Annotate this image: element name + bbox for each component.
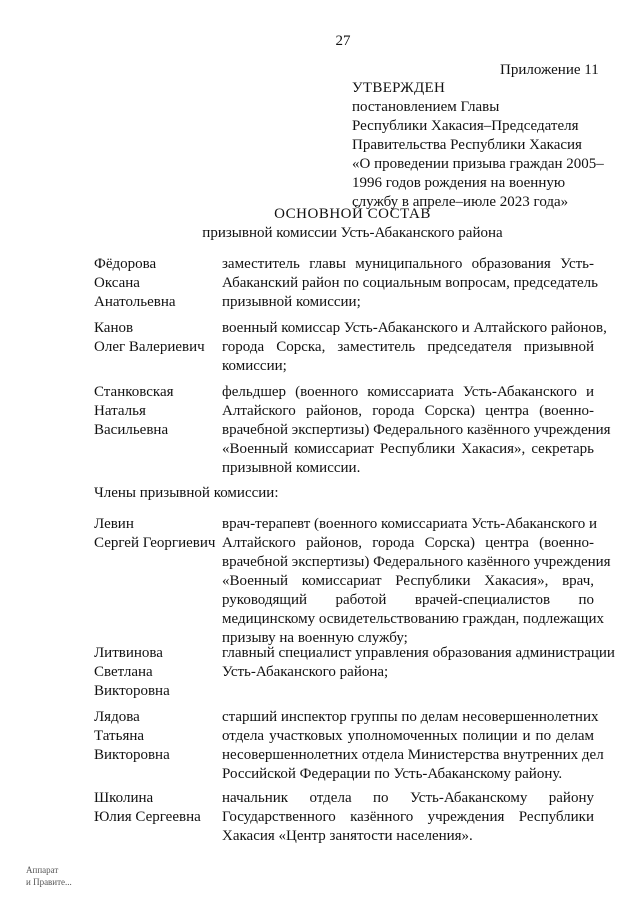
position-line: руководящий работой врачей-специалистов по	[222, 592, 594, 608]
position-line: фельдшер (военного комиссариата Усть-Абаканского и	[222, 384, 594, 400]
position-line: призывной комиссии.	[222, 460, 361, 476]
person-name	[94, 789, 219, 827]
heading-subtitle: призывной комиссии Усть-Абаканского района	[202, 225, 503, 241]
position-line: Алтайского районов, города Сорска) центра (военно-	[222, 403, 594, 419]
position-line: Государственного казённого учреждения Республики	[222, 809, 594, 825]
name-line: Сергей Георгиевич	[94, 535, 216, 551]
name-line: Юлия Сергеевна	[94, 809, 201, 825]
position-line: врачебной экспертизы) Федерального казённого учреждения	[222, 554, 611, 570]
position-line: Абаканский район по социальным вопросам, председатель	[222, 275, 599, 291]
position-line: несовершеннолетних отдела Министерства внутренних дел	[222, 747, 604, 763]
document-heading	[0, 205, 640, 243]
name-line: Фёдорова	[94, 256, 157, 272]
name-line: Левин	[94, 516, 134, 532]
position-line: заместитель главы муниципального образования Усть-	[222, 256, 594, 272]
name-line: Оксана	[94, 275, 140, 291]
page-number: 27	[335, 33, 351, 49]
approval-block	[352, 79, 622, 212]
position-line: комиссии;	[222, 358, 287, 374]
person-name	[94, 319, 219, 357]
position-line: призыву на военную службу;	[222, 630, 408, 646]
person-position	[222, 789, 594, 846]
person-position	[222, 255, 599, 312]
approval-line: постановлением Главы	[352, 99, 500, 115]
name-line: Станковская	[94, 384, 174, 400]
footer-line: и Правите...	[26, 877, 72, 887]
name-line: Наталья	[94, 403, 146, 419]
name-line: Канов	[94, 320, 134, 336]
position-line: города Сорска, заместитель председателя призывной	[222, 339, 594, 355]
position-line: начальник отдела по Усть-Абаканскому району	[222, 790, 594, 806]
position-line: Усть-Абаканского района;	[222, 664, 389, 680]
approval-line: 1996 годов рождения на военную	[352, 175, 566, 191]
person-name	[94, 644, 219, 701]
position-line: «Военный комиссариат Республики Хакасия», врач,	[222, 573, 594, 589]
name-line: Анатольевна	[94, 294, 176, 310]
person-name	[94, 383, 219, 440]
person-position	[222, 708, 604, 784]
person-position	[222, 319, 607, 376]
position-line: отдела участковых уполномоченных полиции и по делам	[222, 728, 594, 744]
name-line: Татьяна	[94, 728, 145, 744]
position-line: военный комиссар Усть-Абаканского и Алтайского районов,	[222, 320, 607, 336]
position-line: врач-терапевт (военного комиссариата Усть-Абаканского и	[222, 516, 598, 532]
footer-stamp	[26, 864, 72, 888]
name-line: Васильевна	[94, 422, 169, 438]
person-position	[222, 515, 611, 648]
position-line: Хакасия «Центр занятости населения».	[222, 828, 473, 844]
appendix-label: Приложение 11	[500, 62, 599, 78]
approval-title: УТВЕРЖДЕН	[352, 80, 446, 96]
name-line: Викторовна	[94, 683, 170, 699]
position-line: медицинскому освидетельствованию граждан, подлежащих	[222, 611, 605, 627]
position-line: призывной комиссии;	[222, 294, 361, 310]
person-name	[94, 515, 219, 553]
position-line: Алтайского районов, города Сорска) центра (военно-	[222, 535, 594, 551]
person-name	[94, 708, 219, 765]
person-position	[222, 644, 615, 682]
position-line: врачебной экспертизы) Федерального казённого учреждения	[222, 422, 611, 438]
name-line: Олег Валериевич	[94, 339, 205, 355]
person-name	[94, 255, 219, 312]
position-line: главный специалист управления образования администрации	[222, 645, 615, 661]
name-line: Школина	[94, 790, 154, 806]
approval-line: службу в апреле–июле 2023 года»	[352, 194, 569, 210]
footer-line: Аппарат	[26, 865, 59, 875]
heading-title: ОСНОВНОЙ СОСТАВ	[274, 206, 431, 222]
position-line: «Военный комиссариат Республики Хакасия», секретарь	[222, 441, 594, 457]
members-label: Члены призывной комиссии:	[94, 485, 279, 501]
approval-line: Республики Хакасия–Председателя	[352, 118, 579, 134]
name-line: Литвинова	[94, 645, 163, 661]
approval-line: «О проведении призыва граждан 2005–	[352, 156, 604, 172]
name-line: Викторовна	[94, 747, 170, 763]
position-line: Российской Федерации по Усть-Абаканскому району.	[222, 766, 563, 782]
name-line: Лядова	[94, 709, 140, 725]
approval-line: Правительства Республики Хакасия	[352, 137, 582, 153]
name-line: Светлана	[94, 664, 153, 680]
position-line: старший инспектор группы по делам несовершеннолетних	[222, 709, 599, 725]
person-position	[222, 383, 611, 478]
